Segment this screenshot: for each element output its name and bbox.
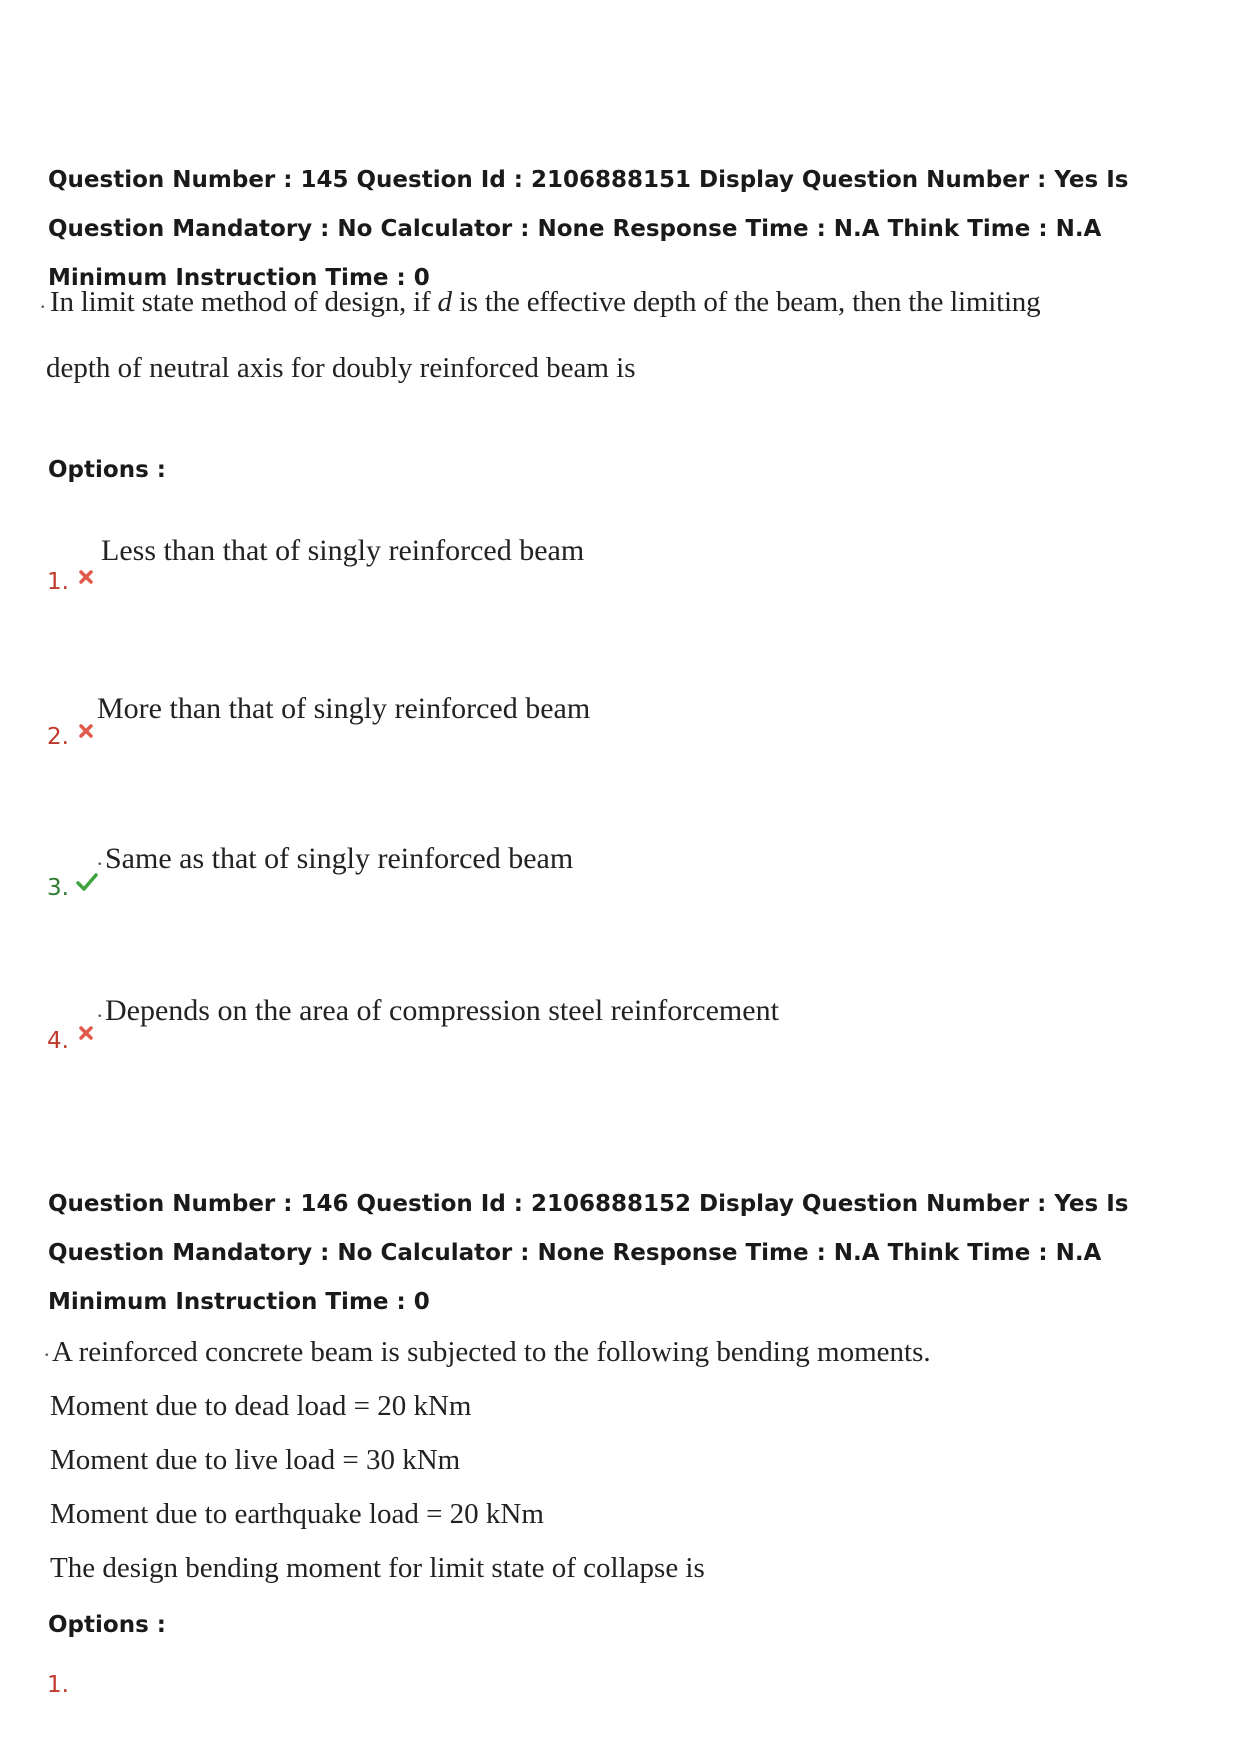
cross-icon xyxy=(77,568,95,586)
options-label: Options : xyxy=(48,1612,166,1638)
option-1-number: 1. xyxy=(47,1672,69,1698)
option-2-number: 2. xyxy=(47,724,69,750)
question-stem-line-1: In limit state method of design, if d is the effective depth of the beam, then the limiting xyxy=(50,286,1041,318)
option-1-text: Less than that of singly reinforced beam xyxy=(101,534,585,567)
question-header: Question Number : 145 Question Id : 2106888151 Display Question Number : Yes Is Question Mandatory : No Calculator : None Response Time : N.A Think Time : N.A Minimum Instruction Time : 0 xyxy=(48,167,1129,291)
option-1-number: 1. xyxy=(47,569,69,595)
question-stem-line-4: Moment due to earthquake load = 20 kNm xyxy=(50,1498,544,1530)
stray-dot: . xyxy=(40,288,46,313)
option-4-number: 4. xyxy=(47,1028,69,1054)
option-3-number: 3. xyxy=(47,875,69,901)
check-icon xyxy=(76,872,98,892)
stray-dot: . xyxy=(97,845,103,870)
cross-icon xyxy=(77,722,95,740)
stray-dot: . xyxy=(97,997,103,1022)
stray-dot: . xyxy=(44,1336,50,1361)
question-stem-line-2: depth of neutral axis for doubly reinforced beam is xyxy=(46,352,636,384)
options-label: Options : xyxy=(48,457,166,483)
question-header: Question Number : 146 Question Id : 2106888152 Display Question Number : Yes Is Question Mandatory : No Calculator : None Response Time : N.A Think Time : N.A Minimum Instruction Time : 0 xyxy=(48,1191,1129,1315)
question-stem-line-5: The design bending moment for limit state of collapse is xyxy=(50,1552,705,1584)
question-stem-line-1: A reinforced concrete beam is subjected to the following bending moments. xyxy=(52,1336,931,1368)
question-stem-line-2: Moment due to dead load = 20 kNm xyxy=(50,1390,472,1422)
option-2-text: More than that of singly reinforced beam xyxy=(97,692,591,725)
option-4-text: Depends on the area of compression steel reinforcement xyxy=(105,994,779,1027)
question-stem-line-3: Moment due to live load = 30 kNm xyxy=(50,1444,461,1476)
option-3-text: Same as that of singly reinforced beam xyxy=(105,842,574,875)
cross-icon xyxy=(77,1024,95,1042)
